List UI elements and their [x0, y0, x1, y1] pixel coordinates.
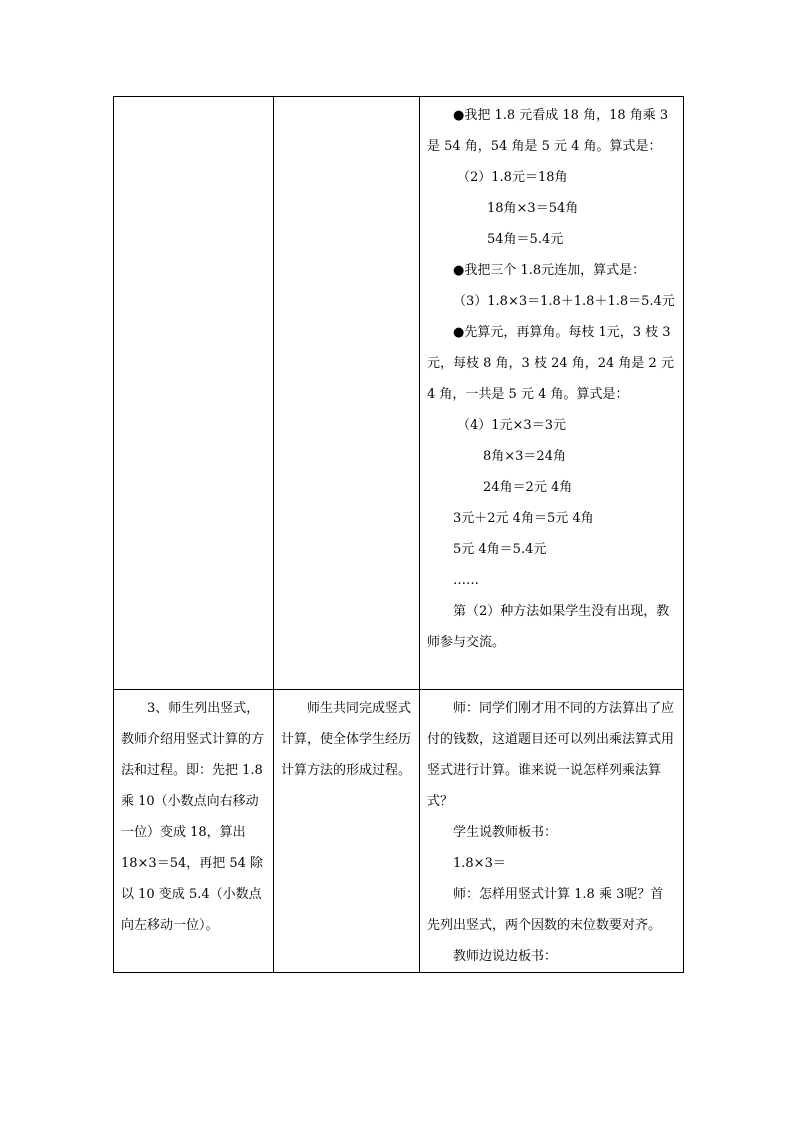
paragraph: 第（2）种方法如果学生没有出现，教师参与交流。 — [427, 604, 670, 650]
paragraph: （3）1.8×3＝1.8＋1.8＋1.8＝5.4元 — [453, 294, 675, 309]
student-activity-cell — [274, 690, 420, 973]
paragraph: 24角＝2元 4角 — [483, 480, 573, 495]
paragraph: ●先算元，再算角。每枝 1元，3 枝 3 元，每枝 8 角，3 枝 24 角，24 角是 2 元 4 角，一共是 5 元 4 角。算式是： — [427, 325, 674, 402]
paragraph: 师生共同完成竖式计算，使全体学生经历计算方法的形成过程。 — [281, 701, 412, 778]
paragraph: 3元＋2元 4角＝5元 4角 — [453, 511, 594, 526]
paragraph: 8角×3＝24角 — [483, 449, 566, 464]
paragraph: （2）1.8元＝18角 — [457, 170, 568, 185]
paragraph: ●我把三个 1.8元连加，算式是： — [453, 263, 646, 278]
process-text — [420, 97, 683, 658]
paragraph: 师：怎样用竖式计算 1.8 乘 3呢？首先列出竖式，两个因数的末位数要对齐。 — [427, 887, 664, 933]
cell-text — [274, 97, 419, 100]
teacher-activity-cell — [114, 690, 274, 973]
paragraph: 3、师生列出竖式，教师介绍用竖式计算的方法和过程。即：先把 1.8 乘 10（小数点向右移动一位）变成 18，算出 18×3＝54，再把 54 除以 10 变成 5.4（小数点向左移动一位）。 — [121, 701, 265, 933]
paragraph: 学生说教师板书： — [453, 825, 558, 840]
process-cell — [420, 97, 684, 690]
paragraph: …… — [453, 573, 479, 588]
table-row — [114, 690, 684, 973]
paragraph: 54角＝5.4元 — [487, 232, 564, 247]
process-cell — [420, 690, 684, 973]
cell-text — [114, 97, 273, 100]
paragraph: ●我把 1.8 元看成 18 角，18 角乘 3 是 54 角，54 角是 5 元 4 角。算式是： — [427, 108, 669, 154]
student-activity-cell — [274, 97, 420, 690]
paragraph: 1.8×3＝ — [453, 856, 506, 871]
paragraph: 18角×3＝54角 — [487, 201, 579, 216]
lesson-table — [113, 96, 684, 973]
table-row — [114, 97, 684, 690]
paragraph: 5元 4角＝5.4元 — [453, 542, 547, 557]
teacher-activity-cell — [114, 97, 274, 690]
paragraph: 师：同学们刚才用不同的方法算出了应付的钱数，这道题目还可以列出乘法算式用竖式进行计算。谁来说一说怎样列乘法算式？ — [427, 701, 675, 809]
paragraph: 教师边说边板书： — [453, 949, 558, 964]
paragraph: （4）1元×3＝3元 — [457, 418, 566, 433]
